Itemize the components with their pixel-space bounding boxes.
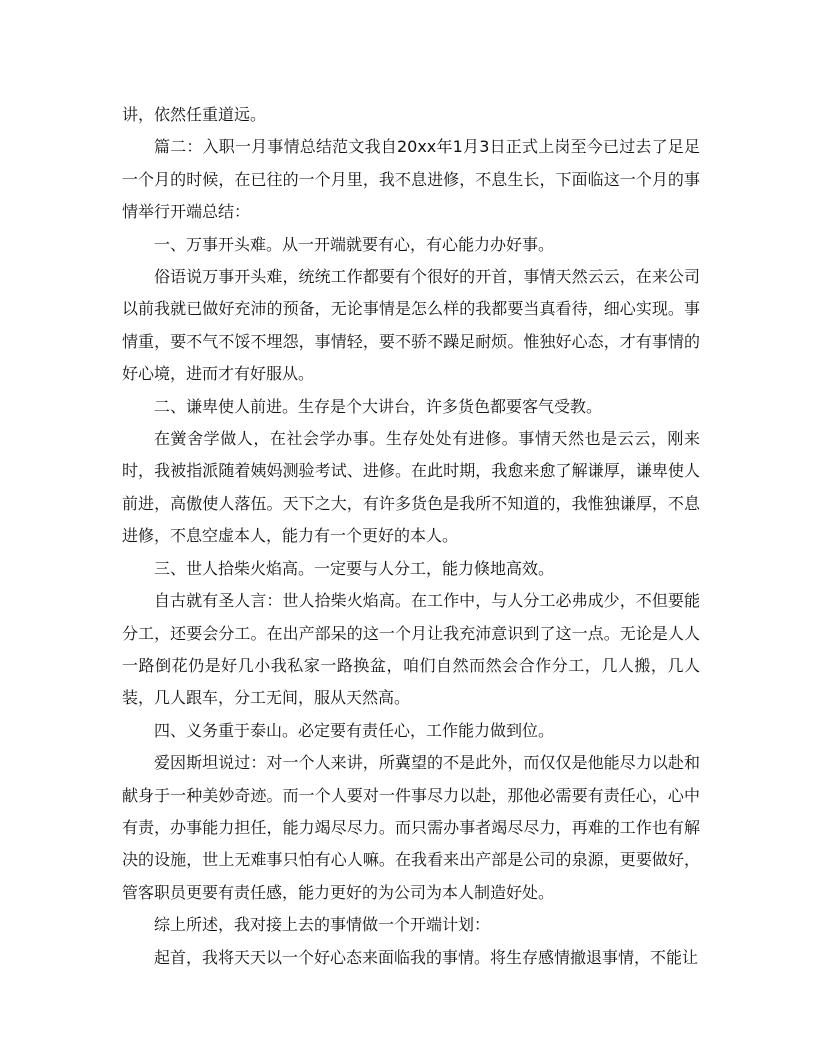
paragraph: 自古就有圣人言：世人拾柴火焰高。在工作中，与人分工必弗成少，不但要能分工，还要会分工。在出产部呆的这一个月让我充沛意识到了这一点。无论是人人一路倒花仍是好几小我私家一路换盆，咱们自然而然会合作分工，几人搬，几人装，几人跟车，分工无间，服从天然高。 (122, 591, 700, 708)
paragraph: 起首，我将天天以一个好心态来面临我的事情。将生存感情撤退事情，不能让 (154, 947, 699, 967)
paragraph: 俗语说万事开头难，统统工作都要有个很好的开首，事情天然云云，在来公司以前我就已做好充沛的预备，无论事情是怎么样的我都要当真看待，细心实现。事情重，要不气不馁不埋怨，事情轻，要不骄不躁足耐烦。惟独好心态，才有事情的好心境，进而才有好服从。 (122, 267, 700, 384)
paragraph: 四、义务重于泰山。必定要有责任心，工作能力做到位。 (154, 720, 555, 740)
paragraph: 综上所述，我对接上去的事情做一个开端计划： (154, 915, 491, 935)
paragraph: 一、万事开头难。从一开端就要有心，有心能力办好事。 (154, 234, 555, 254)
paragraph: 篇二：入职一月事情总结范文我自20xx年1月3日正式上岗至今已过去了足足一个月的时候，在已往的一个月里，我不息进修，不息生长，下面临这一个月的事情举行开端总结： (122, 137, 700, 222)
paragraph: 爱因斯坦说过：对一个人来讲，所冀望的不是此外，而仅仅是他能尽力以赴和献身于一种美妙奇迹。而一个人要对一件事尽力以赴，那他必需要有责任心，心中有责，办事能力担任，能力竭尽尽力。而只需办事者竭尽尽力，再难的工作也有解决的设施，世上无难事只怕有心人嘛。在我看来出产部是公司的泉源，更要做好，管客职员更要有责任感，能力更好的为公司为本人制造好处。 (122, 753, 700, 902)
paragraph: 在黉舍学做人，在社会学办事。生存处处有进修。事情天然也是云云，刚来时，我被指派随着姨妈测验考试、进修。在此时期，我愈来愈了解谦厚，谦卑使人前进，高傲使人落伍。天下之大，有许多货色是我所不知道的，我惟独谦厚，不息进修，不息空虚本人，能力有一个更好的本人。 (122, 429, 700, 546)
document-body (122, 99, 700, 974)
paragraph: 讲，依然任重道远。 (122, 105, 267, 124)
paragraph: 三、世人拾柴火焰高。一定要与人分工，能力倏地高效。 (154, 558, 555, 578)
paragraph: 二、谦卑使人前进。生存是个大讲台，许多货色都要客气受教。 (154, 396, 603, 416)
